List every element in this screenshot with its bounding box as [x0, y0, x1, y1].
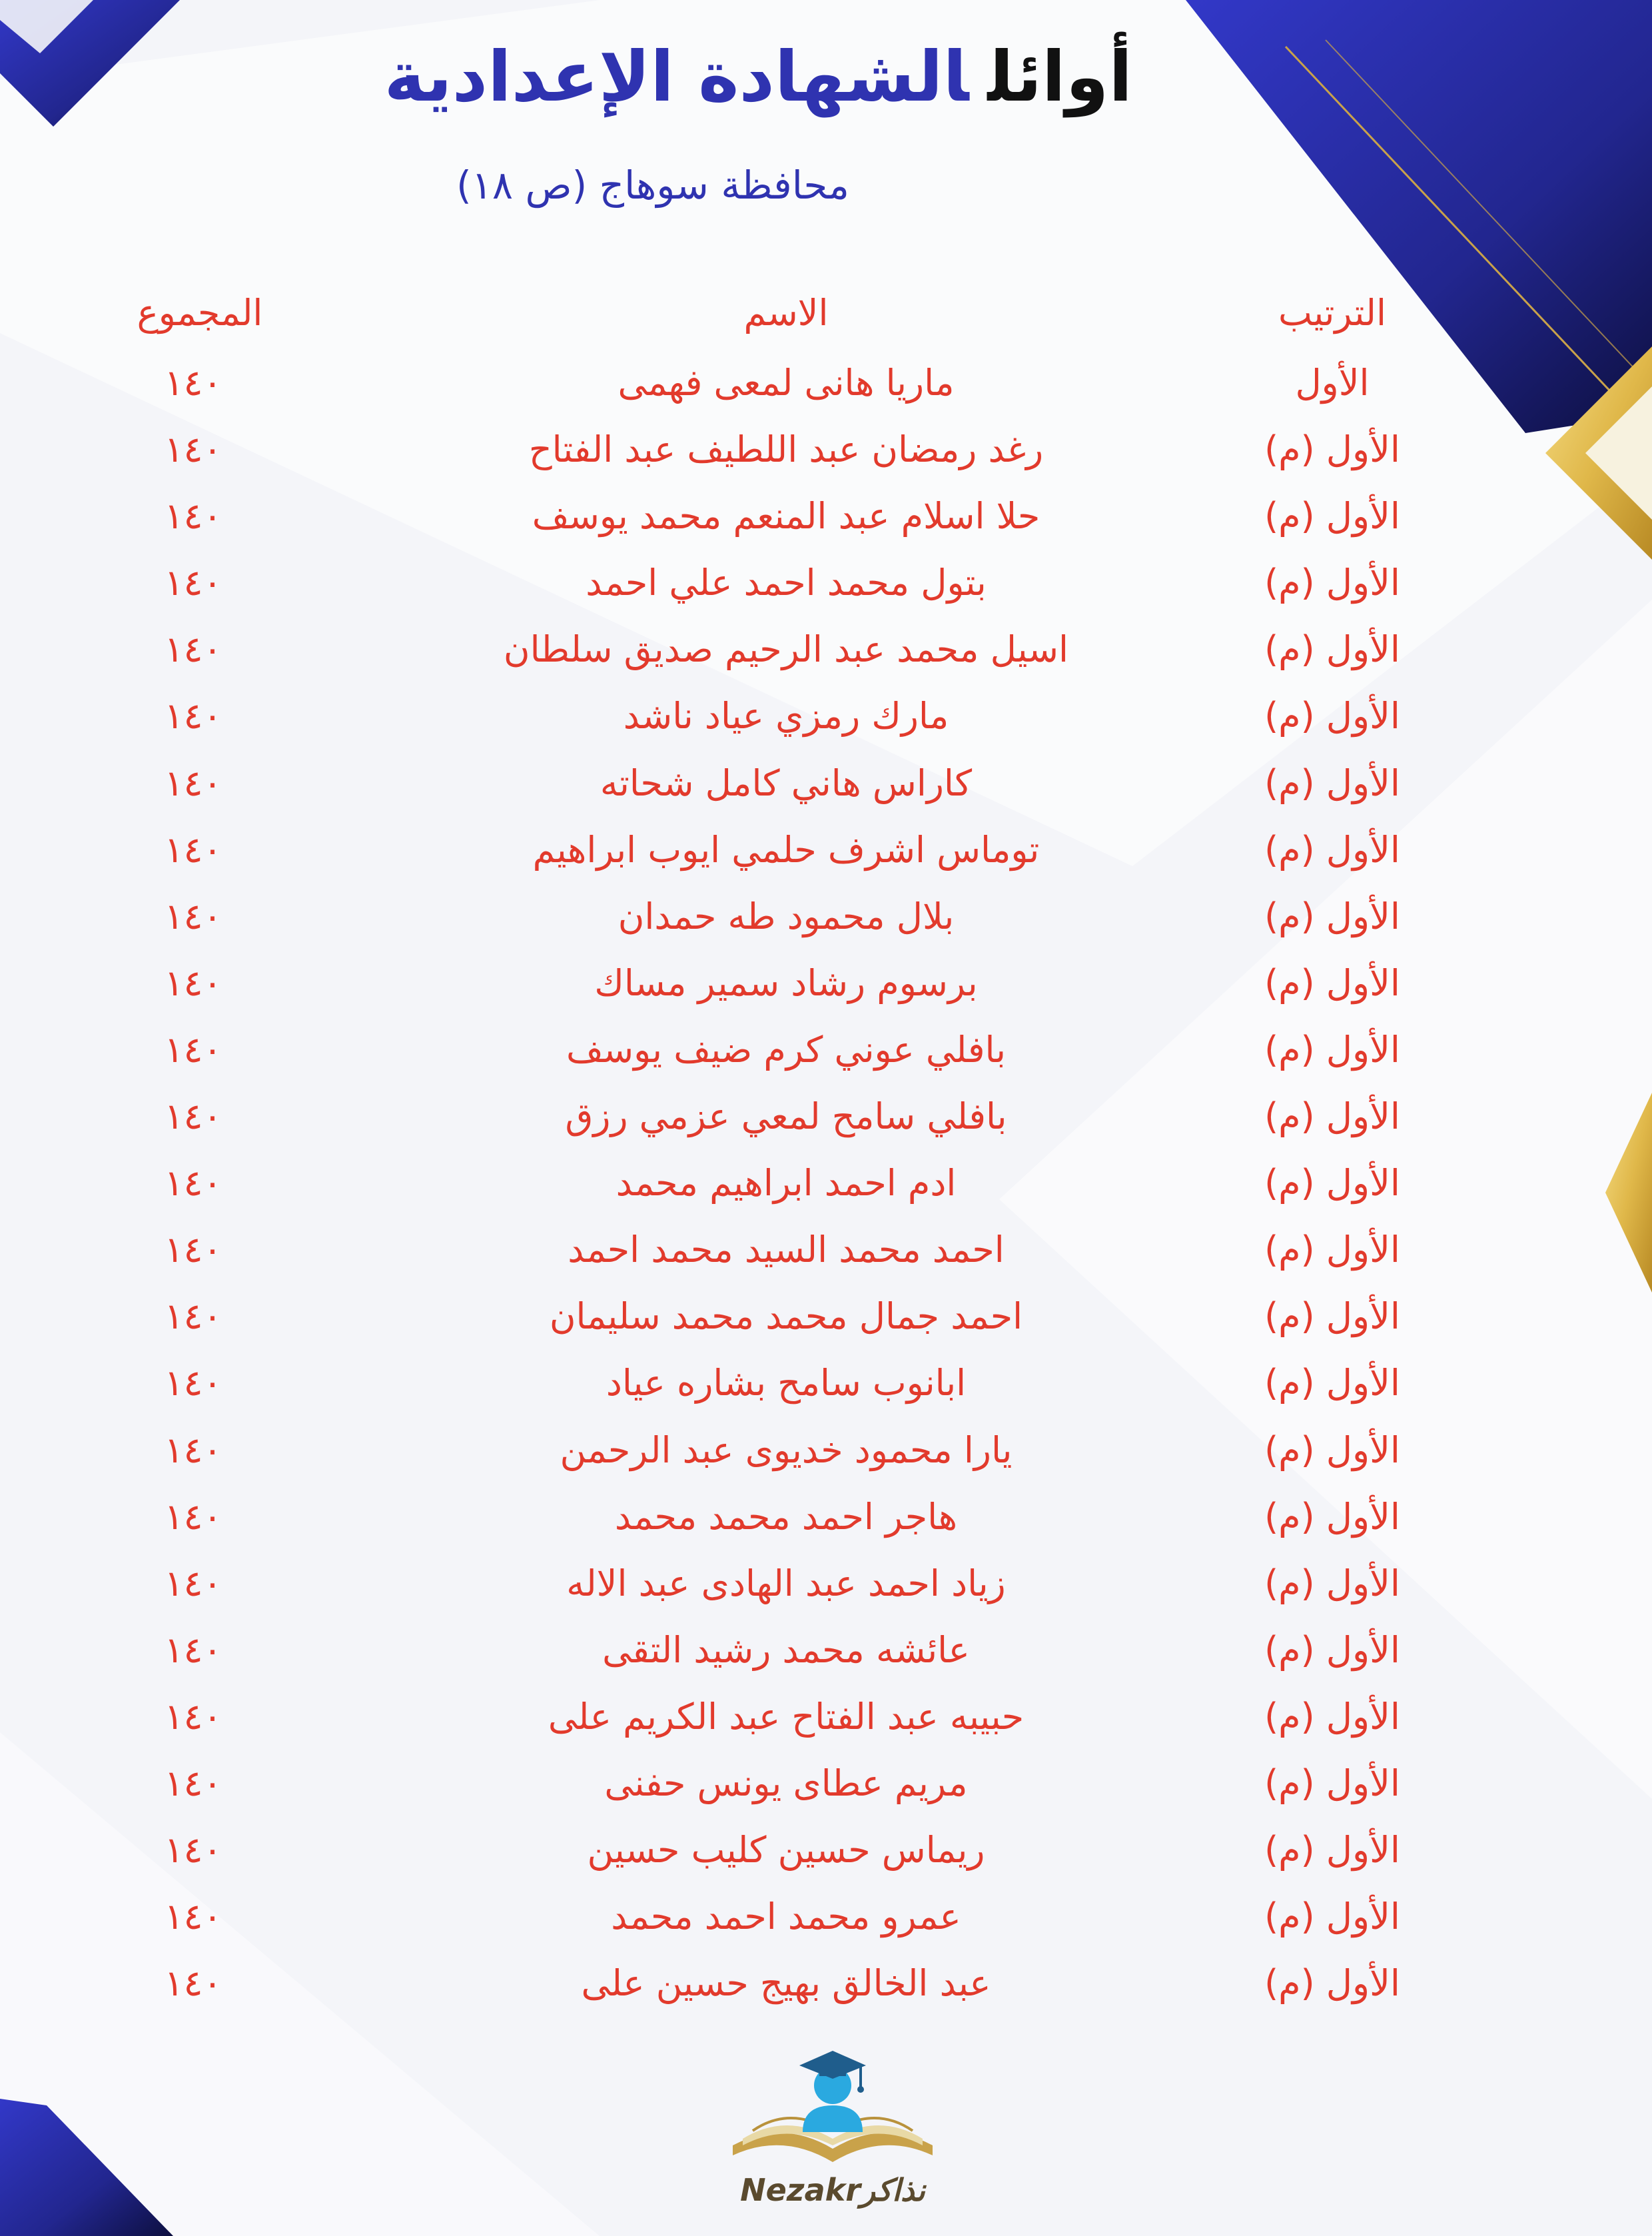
name-cell: بافلي عوني كرم ضيف يوسف [566, 1028, 1007, 1071]
name-cell: رغد رمضان عبد اللطيف عبد الفتاح [528, 428, 1044, 471]
rank-cell: الأول (م) [1264, 828, 1400, 871]
total-cell: ١٤٠ [164, 1295, 222, 1338]
table-row [0, 683, 1652, 750]
name-cell: بافلي سامح لمعي عزمي رزق [565, 1095, 1007, 1138]
rank-cell: الأول (م) [1264, 1229, 1400, 1271]
title-part-black: أوائل [987, 36, 1132, 117]
name-cell: زياد احمد عبد الهادى عبد الاله [566, 1562, 1006, 1604]
table-row [0, 883, 1652, 950]
table-row [0, 1817, 1652, 1884]
table-row [0, 483, 1652, 550]
total-cell: ١٤٠ [164, 762, 222, 804]
total-cell: ١٤٠ [164, 828, 222, 871]
total-cell: ١٤٠ [164, 1495, 222, 1538]
column-header-total: المجموع [137, 292, 263, 334]
nezakr-logo [719, 2039, 946, 2225]
name-cell: حبيبه عبد الفتاح عبد الكريم على [548, 1695, 1025, 1738]
table-row [0, 1350, 1652, 1416]
name-cell: احمد جمال محمد محمد سليمان [549, 1295, 1023, 1338]
name-cell: برسوم رشاد سمير مساك [594, 961, 978, 1004]
table-row [0, 550, 1652, 616]
name-cell: كاراس هاني كامل شحاته [600, 762, 973, 804]
rank-cell: الأول (م) [1264, 1962, 1400, 2005]
rank-cell: الأول (م) [1264, 628, 1400, 671]
rank-cell: الأول (م) [1264, 1762, 1400, 1804]
column-header-rank: الترتيب [1278, 292, 1386, 334]
rank-cell: الأول (م) [1264, 1295, 1400, 1338]
table-row [0, 817, 1652, 883]
rank-cell: الأول (م) [1264, 428, 1400, 471]
table-row [0, 1750, 1652, 1817]
table-row [0, 1550, 1652, 1617]
total-cell: ١٤٠ [164, 1695, 222, 1738]
rank-cell: الأول (م) [1264, 762, 1400, 804]
column-header-name: الاسم [743, 292, 829, 334]
total-cell: ١٤٠ [164, 562, 222, 604]
table-row [0, 1217, 1652, 1283]
rank-cell: الأول (م) [1264, 961, 1400, 1004]
rank-cell: الأول (م) [1264, 1162, 1400, 1205]
name-cell: بلال محمود طه حمدان [618, 895, 955, 937]
name-cell: احمد محمد السيد محمد احمد [568, 1229, 1005, 1271]
total-cell: ١٤٠ [164, 961, 222, 1004]
total-cell: ١٤٠ [164, 1428, 222, 1471]
total-cell: ١٤٠ [164, 1896, 222, 1938]
rank-cell: الأول (م) [1264, 1495, 1400, 1538]
name-cell: عائشه محمد رشيد التقى [602, 1628, 970, 1671]
name-cell: حلا اسلام عبد المنعم محمد يوسف [532, 495, 1040, 538]
rank-cell: الأول (م) [1264, 1362, 1400, 1404]
name-cell: توماس اشرف حلمي ايوب ابراهيم [532, 828, 1040, 871]
table-row [0, 1684, 1652, 1750]
rank-cell: الأول (م) [1264, 495, 1400, 538]
name-cell: بتول محمد احمد علي احمد [586, 562, 987, 604]
table-row [0, 750, 1652, 817]
rank-cell: الأول (م) [1264, 695, 1400, 738]
rank-cell: الأول (م) [1264, 895, 1400, 937]
rank-cell: الأول (م) [1264, 1829, 1400, 1872]
total-cell: ١٤٠ [164, 1162, 222, 1205]
rank-cell: الأول (م) [1264, 562, 1400, 604]
table-row [0, 616, 1652, 683]
name-cell: اسيل محمد عبد الرحيم صديق سلطان [503, 628, 1069, 671]
total-cell: ١٤٠ [164, 1962, 222, 2005]
page-subtitle: محافظة سوهاج (ص ١٨) [456, 163, 849, 208]
total-cell: ١٤٠ [164, 1229, 222, 1271]
page-title [0, 27, 1652, 127]
rank-cell: الأول (م) [1264, 1428, 1400, 1471]
total-cell: ١٤٠ [164, 628, 222, 671]
total-cell: ١٤٠ [164, 1562, 222, 1604]
total-cell: ١٤٠ [164, 1628, 222, 1671]
total-cell: ١٤٠ [164, 495, 222, 538]
results-table [0, 350, 1652, 2017]
table-row [0, 416, 1652, 483]
total-cell: ١٤٠ [164, 1095, 222, 1138]
table-row [0, 1283, 1652, 1350]
rank-cell: الأول (م) [1264, 1896, 1400, 1938]
total-cell: ١٤٠ [164, 428, 222, 471]
table-row [0, 1417, 1652, 1484]
table-row [0, 1083, 1652, 1150]
total-cell: ١٤٠ [164, 1829, 222, 1872]
total-cell: ١٤٠ [164, 362, 222, 404]
name-cell: هاجر احمد محمد محمد [614, 1495, 958, 1538]
rank-cell: الأول [1295, 362, 1370, 404]
rank-cell: الأول (م) [1264, 1695, 1400, 1738]
name-cell: يارا محمود خديوى عبد الرحمن [560, 1428, 1013, 1471]
table-row [0, 950, 1652, 1017]
graduate-book-icon [719, 2039, 946, 2179]
table-row [0, 1950, 1652, 2017]
table-row [0, 1017, 1652, 1083]
total-cell: ١٤٠ [164, 1762, 222, 1804]
table-row [0, 1617, 1652, 1684]
rank-cell: الأول (م) [1264, 1095, 1400, 1138]
table-row [0, 1884, 1652, 1950]
name-cell: مريم عطاى يونس حفنى [604, 1762, 968, 1804]
table-row [0, 1484, 1652, 1550]
table-row [0, 350, 1652, 416]
total-cell: ١٤٠ [164, 695, 222, 738]
rank-cell: الأول (م) [1264, 1628, 1400, 1671]
name-cell: مارك رمزي عياد ناشد [623, 695, 949, 738]
table-row [0, 1150, 1652, 1217]
name-cell: ريماس حسين كليب حسين [587, 1829, 985, 1872]
title-part-blue: الشهادة الإعدادية [384, 36, 969, 117]
total-cell: ١٤٠ [164, 895, 222, 937]
total-cell: ١٤٠ [164, 1362, 222, 1404]
rank-cell: الأول (م) [1264, 1562, 1400, 1604]
name-cell: ابانوب سامح بشاره عياد [606, 1362, 967, 1404]
name-cell: ماريا هانى لمعى فهمى [618, 362, 955, 404]
total-cell: ١٤٠ [164, 1028, 222, 1071]
name-cell: ادم احمد ابراهيم محمد [616, 1162, 957, 1205]
name-cell: عمرو محمد احمد محمد [611, 1896, 961, 1938]
name-cell: عبد الخالق بهيج حسين على [581, 1962, 991, 2005]
rank-cell: الأول (م) [1264, 1028, 1400, 1071]
logo-text: Nezakrنذاكر [740, 2172, 925, 2208]
